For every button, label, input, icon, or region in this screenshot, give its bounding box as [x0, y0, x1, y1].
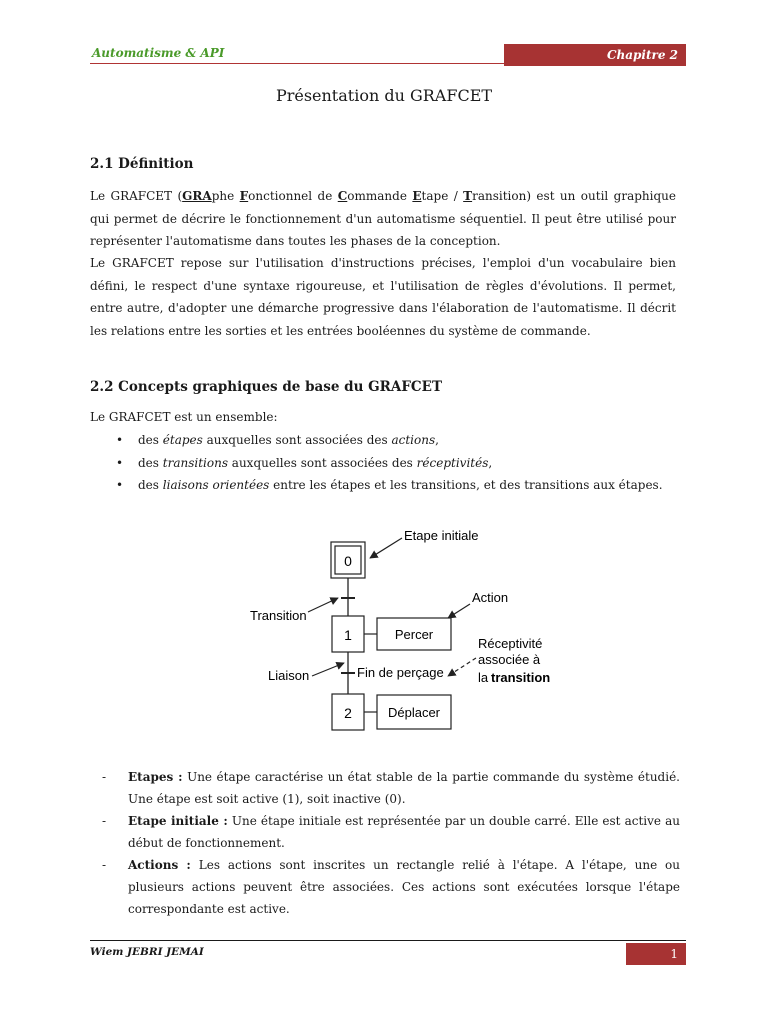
header-course-title: Automatisme & API	[92, 46, 225, 60]
page-header	[90, 44, 686, 66]
term-etape-initiale: Etape initiale :	[128, 814, 228, 828]
bullet-icon: •	[116, 455, 124, 470]
bullet-icon: •	[116, 478, 124, 492]
label-fin-percage: Fin de perçage	[357, 665, 444, 680]
list-item: - Etapes : Une étape caractérise un état stable de la partie commande du système étudié. Une étape est soit active (1), soit inactive (0).	[100, 766, 680, 810]
list-item: - Etape initiale : Une étape initiale est représentée par un double carré. Elle est active au début de fonctionnement.	[100, 810, 680, 854]
label-receptivite: Réceptivité	[478, 636, 543, 651]
list-item: - Actions : Les actions sont inscrites un rectangle relié à l'étape. A l'étape, une ou plusieurs actions peuvent être associées. Ces actions sont exécutées lorsque l'étape correspondante est active.	[100, 854, 680, 920]
page-footer	[90, 940, 686, 966]
dash-icon: -	[102, 770, 107, 784]
label-transition: Transition	[250, 608, 307, 623]
definition-paragraph-2: Le GRAFCET repose sur l'utilisation d'instructions précises, l'emploi d'un vocabulaire bien défini, le respect d'une syntaxe rigoureuse, et l'utilisation de règles d'évolutions. Il permet, entre autre, d'adopter une démarche progressive dans l'élaboration de l'automatisme. Il décrit les relations entre les sorties et les entrées booléennes du système de commande.	[90, 256, 676, 338]
page-number: 1	[626, 943, 686, 965]
bullet-icon: •	[116, 433, 124, 447]
list-item: • des étapes auxquelles sont associées des actions,	[90, 429, 680, 452]
step-1-label: 1	[344, 627, 352, 643]
dash-icon: -	[102, 814, 107, 828]
footer-rule	[90, 940, 686, 941]
definitions-list	[100, 766, 680, 920]
concepts-intro: Le GRAFCET est un ensemble:	[90, 410, 278, 424]
page-title: Présentation du GRAFCET	[275, 86, 493, 105]
section-heading-concepts: 2.2 Concepts graphiques de base du GRAFCET	[90, 379, 443, 395]
list-item: • des transitions auxquelles sont associées des réceptivités,	[90, 452, 680, 475]
label-associee: associée à	[478, 652, 541, 667]
dash-icon: -	[102, 858, 107, 872]
term-actions: Actions :	[128, 858, 191, 872]
grafcet-diagram	[240, 518, 560, 738]
label-la: la	[478, 670, 489, 685]
header-chapter-badge: Chapitre 2	[504, 44, 686, 66]
label-action: Action	[472, 590, 509, 605]
step-2-label: 2	[344, 705, 352, 721]
section-heading-definition: 2.1 Définition	[90, 156, 194, 172]
label-transition-word: transition	[491, 670, 551, 685]
term-etapes: Etapes :	[128, 770, 183, 784]
step-0-label: 0	[344, 553, 352, 569]
definition-paragraph-1: Le GRAFCET (GRAphe Fonctionnel de Commande Etape / Transition) est un outil graphique qui permet de décrire le fonctionnement d'un automatisme séquentiel. Il peut être utilisé pour représenter l'automatisme dans toutes les phases de la conception.	[90, 189, 677, 248]
label-etape-initiale: Etape initiale	[404, 528, 479, 543]
label-liaison: Liaison	[268, 668, 310, 683]
action-deplacer-label: Déplacer	[387, 705, 441, 720]
footer-author: Wiem JEBRI JEMAI	[90, 946, 204, 958]
action-percer-label: Percer	[394, 627, 434, 642]
list-item: • des liaisons orientées entre les étapes et les transitions, et des transitions aux étapes.	[90, 474, 680, 497]
concepts-bullet-list	[90, 429, 680, 497]
